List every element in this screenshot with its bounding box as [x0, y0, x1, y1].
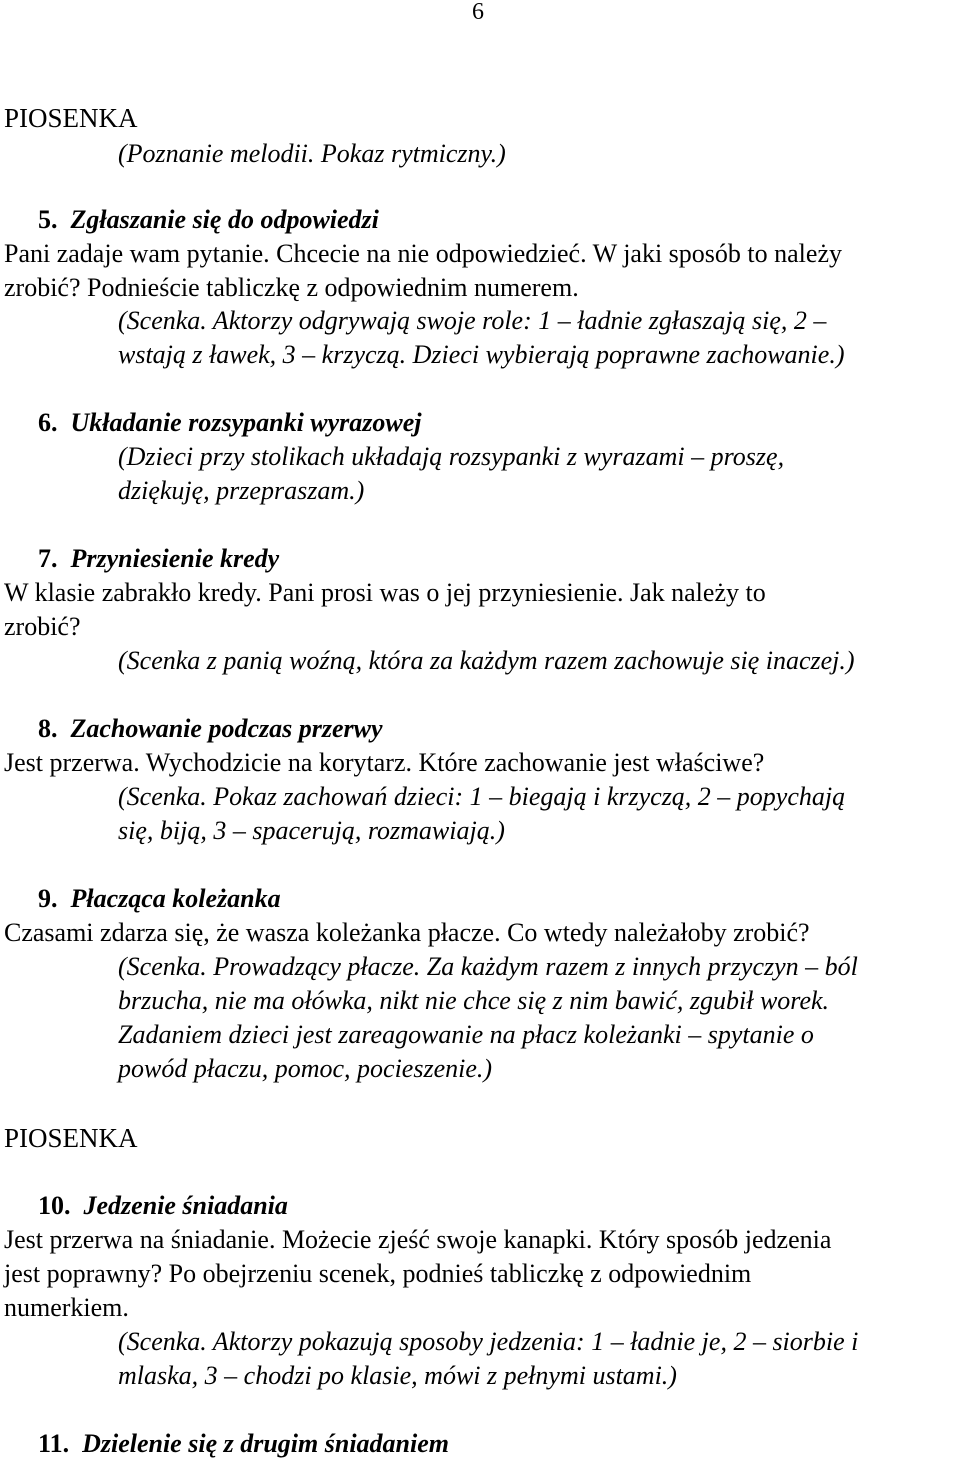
scene-text: (Dzieci przy stolikach układają rozsypanki z wyrazami – proszę, — [118, 442, 785, 471]
scene-text: wstają z ławek, 3 – krzyczą. Dzieci wybierają poprawne zachowanie.) — [118, 340, 845, 369]
scene-text: (Scenka. Prowadzący płacze. Za każdym razem z innych przyczyn – ból — [118, 952, 858, 981]
section-title: Zgłaszanie się do odpowiedzi — [70, 205, 379, 234]
section-title: Zachowanie podczas przerwy — [70, 714, 383, 743]
section-text: zrobić? Podnieście tabliczkę z odpowiednim numerem. — [4, 273, 579, 302]
section-number: 5. — [38, 205, 58, 234]
section-number: 11. — [38, 1429, 70, 1458]
section-text: numerkiem. — [4, 1293, 129, 1322]
scene-text: (Scenka z panią woźną, która za każdym razem zachowuje się inaczej.) — [118, 646, 855, 675]
scene-text: się, biją, 3 – spacerują, rozmawiają.) — [118, 816, 505, 845]
section-5-heading — [38, 204, 379, 236]
section-text: W klasie zabrakło kredy. Pani prosi was o jej przyniesienie. Jak należy to — [4, 578, 766, 607]
section-text: Jest przerwa. Wychodzicie na korytarz. Które zachowanie jest właściwe? — [4, 748, 765, 777]
scene-text: Zadaniem dzieci jest zareagowanie na płacz koleżanki – spytanie o — [118, 1020, 814, 1049]
section-title: Płacząca koleżanka — [70, 884, 281, 913]
section-text: jest poprawny? Po obejrzeniu scenek, podnieś tabliczkę z odpowiednim — [4, 1259, 752, 1288]
section-text: Czasami zdarza się, że wasza koleżanka płacze. Co wtedy należałoby zrobić? — [4, 918, 810, 947]
section-7-heading — [38, 543, 279, 575]
scene-text: brzucha, nie ma ołówka, nikt nie chce się z nim bawić, zgubił worek. — [118, 986, 830, 1015]
scene-text: dziękuję, przepraszam.) — [118, 476, 365, 505]
section-title: Układanie rozsypanki wyrazowej — [70, 408, 422, 437]
section-6-heading — [38, 407, 422, 439]
section-number: 9. — [38, 884, 58, 913]
song-note: (Poznanie melodii. Pokaz rytmiczny.) — [118, 139, 506, 168]
page-number: 6 — [472, 0, 484, 25]
scene-text: (Scenka. Pokaz zachowań dzieci: 1 – biegają i krzyczą, 2 – popychają — [118, 782, 846, 811]
song-heading: PIOSENKA — [4, 103, 138, 133]
section-text: Jest przerwa na śniadanie. Możecie zjeść swoje kanapki. Który sposób jedzenia — [4, 1225, 832, 1254]
section-number: 6. — [38, 408, 58, 437]
scene-text: (Scenka. Aktorzy odgrywają swoje role: 1 – ładnie zgłaszają się, 2 – — [118, 306, 827, 335]
section-title: Dzielenie się z drugim śniadaniem — [82, 1429, 449, 1458]
section-number: 8. — [38, 714, 58, 743]
section-number: 10. — [38, 1191, 71, 1220]
scene-text: (Scenka. Aktorzy pokazują sposoby jedzenia: 1 – ładnie je, 2 – siorbie i — [118, 1327, 859, 1356]
section-title: Jedzenie śniadania — [83, 1191, 288, 1220]
section-number: 7. — [38, 544, 58, 573]
scene-text: powód płaczu, pomoc, pocieszenie.) — [118, 1054, 493, 1083]
section-text: zrobić? — [4, 612, 81, 641]
section-9-heading — [38, 883, 281, 915]
section-8-heading — [38, 713, 383, 745]
section-11-heading — [38, 1428, 449, 1460]
section-title: Przyniesienie kredy — [70, 544, 280, 573]
song-heading: PIOSENKA — [4, 1123, 138, 1153]
scene-text: mlaska, 3 – chodzi po klasie, mówi z pełnymi ustami.) — [118, 1361, 677, 1390]
section-10-heading — [38, 1190, 288, 1222]
section-text: Pani zadaje wam pytanie. Chcecie na nie odpowiedzieć. W jaki sposób to należy — [4, 239, 842, 268]
